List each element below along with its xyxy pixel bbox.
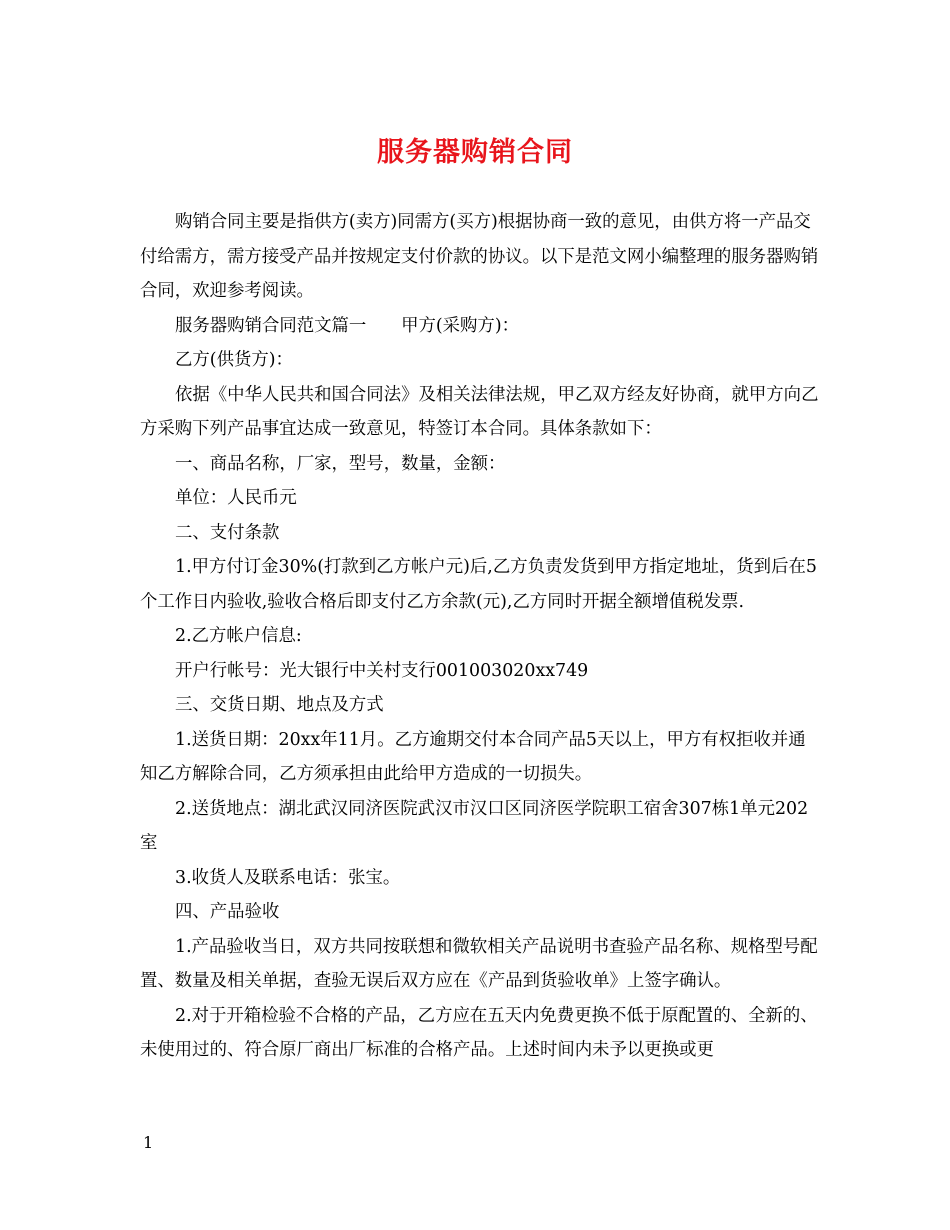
- document-body: [140, 205, 822, 1103]
- paragraph-payment-1: 1.甲方付订金30%(打款到乙方帐户元)后,乙方负责发货到甲方指定地址，货到后在5个工作日内验收,验收合格后即支付乙方余款(元),乙方同时开据全额增值税发票.: [140, 557, 817, 612]
- paragraph-bank-account: 开户行帐号：光大银行中关村支行001003020xx749: [175, 660, 589, 681]
- paragraph-basis: 依据《中华人民共和国合同法》及相关法律法规，甲乙双方经友好协商，就甲方向乙方采购下列产品事宜达成一致意见，特签订本合同。具体条款如下：: [140, 384, 819, 439]
- heading-section-1: 一、商品名称，厂家，型号，数量，金额：: [175, 453, 506, 474]
- heading-section-2: 二、支付条款: [175, 522, 280, 543]
- document-title: 服务器购销合同: [377, 137, 573, 168]
- heading-section-3: 三、交货日期、地点及方式: [175, 695, 384, 715]
- page-number: 1: [143, 1133, 154, 1152]
- paragraph-payment-2: 2.乙方帐户信息:: [175, 626, 302, 646]
- paragraph-party-b: 乙方(供货方)：: [175, 350, 293, 370]
- paragraph-delivery-address: 2.送货地点：湖北武汉同济医院武汉市汉口区同济医学院职工宿舍307栋1单元202室: [140, 798, 809, 853]
- paragraph-intro: 购销合同主要是指供方(卖方)同需方(买方)根据协商一致的意见，由供方将一产品交付给需方，需方接受产品并按规定支付价款的协议。以下是范文网小编整理的服务器购销合同，欢迎参考阅读。: [140, 212, 819, 301]
- paragraph-party-a: 服务器购销合同范文篇一 甲方(采购方)：: [175, 315, 519, 336]
- paragraph-acceptance-1: 1.产品验收当日，双方共同按联想和微软相关产品说明书查验产品名称、规格型号配置、数量及相关单据，查验无误后双方应在《产品到货验收单》上签字确认。: [140, 936, 818, 991]
- paragraph-acceptance-2: 2.对于开箱检验不合格的产品，乙方应在五天内免费更换不低于原配置的、全新的、未使用过的、符合原厂商出厂标准的合格产品。上述时间内未予以更换或更: [140, 1005, 818, 1060]
- paragraph-recipient: 3.收货人及联系电话：张宝。: [175, 867, 401, 888]
- paragraph-currency-unit: 单位：人民币元: [175, 488, 297, 508]
- paragraph-delivery-date: 1.送货日期：20xx年11月。乙方逾期交付本合同产品5天以上，甲方有权拒收并通知乙方解除合同，乙方须承担由此给甲方造成的一切损失。: [140, 729, 806, 784]
- heading-section-4: 四、产品验收: [175, 902, 280, 922]
